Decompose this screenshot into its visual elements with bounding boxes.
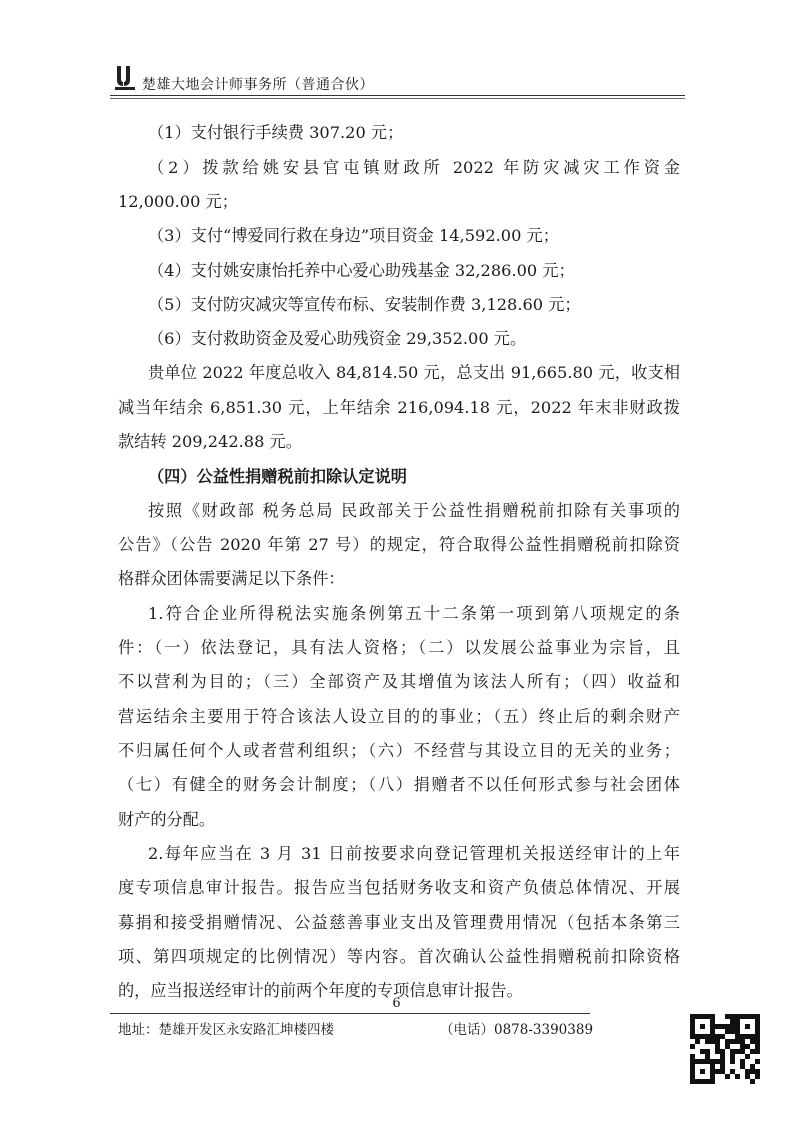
paragraph-line: （1）支付银行手续费 307.20 元； <box>148 123 404 142</box>
paragraph-line: 公告》（公告 2020 年第 27 号）的规定，符合取得公益性捐赠税前扣除资 <box>118 535 680 554</box>
firm-logo <box>112 64 138 92</box>
paragraph-line: 款结转 209,242.88 元。 <box>118 432 302 451</box>
qr-code <box>690 1014 760 1084</box>
paragraph-line: 1.符合企业所得税法实施条例第五十二条第一项到第八项规定的条 <box>148 604 680 623</box>
paragraph-line: 件：（一）依法登记，具有法人资格；（二）以发展公益事业为宗旨，且 <box>118 638 680 657</box>
paragraph-line: 的，应当报送经审计的前两个年度的专项信息审计报告。 <box>118 981 523 1000</box>
paragraph-line: （七）有健全的财务会计制度；（八）捐赠者不以任何形式参与社会团体 <box>118 775 680 794</box>
header-rule <box>110 95 685 96</box>
paragraph-line: 财产的分配。 <box>118 810 216 829</box>
letterhead <box>112 64 712 94</box>
section-heading: （四）公益性捐赠税前扣除认定说明 <box>148 467 407 486</box>
paragraph-line: 募捐和接受捐赠情况、公益慈善事业支出及管理费用情况（包括本条第三 <box>118 913 680 932</box>
paragraph-line: 按照《财政部 税务总局 民政部关于公益性捐赠税前扣除有关事项的 <box>148 501 680 520</box>
footer-phone: （电话）0878-3390389 <box>440 1022 594 1038</box>
paragraph-line: 不以营利为目的；（三）全部资产及其增值为该法人所有；（四）收益和 <box>118 672 680 691</box>
paragraph-line: 12,000.00 元； <box>118 192 238 211</box>
firm-name: 楚雄大地会计师事务所（普通合伙） <box>142 77 374 93</box>
header-rule-secondary <box>110 98 685 99</box>
paragraph-line: 减当年结余 6,851.30 元，上年结余 216,094.18 元，2022 年末非财政拨 <box>118 398 680 417</box>
paragraph-line: 2.每年应当在 3 月 31 日前按要求向登记管理机关报送经审计的上年 <box>148 844 680 863</box>
qr-module <box>755 1079 760 1084</box>
paragraph-line: 贵单位 2022 年度总收入 84,814.50 元，总支出 91,665.80 元，收支相 <box>148 363 680 382</box>
paragraph-line: 度专项信息审计报告。报告应当包括财务收支和资产负债总体情况、开展 <box>118 878 680 897</box>
paragraph-line: （3）支付“博爱同行救在身边”项目资金 14,592.00 元； <box>148 226 559 245</box>
paragraph-line: 不归属任何个人或者营利组织；（六）不经营与其设立目的无关的业务； <box>118 741 680 760</box>
paragraph-line: （2）拨款给姚安县官屯镇财政所 2022 年防灾减灾工作资金 <box>148 158 680 177</box>
paragraph-line: （5）支付防灾减灾等宣传布标、安装制作费 3,128.60 元； <box>148 295 581 314</box>
paragraph-line: （4）支付姚安康怡托养中心爱心助残基金 32,286.00 元； <box>148 261 575 280</box>
paragraph-line: 项、第四项规定的比例情况）等内容。首次确认公益性捐赠税前扣除资格 <box>118 947 680 966</box>
paragraph-line: 格群众团体需要满足以下条件： <box>118 569 345 588</box>
paragraph-line: 营运结余主要用于符合该法人设立目的的事业；（五）终止后的剩余财产 <box>118 707 680 726</box>
footer-address: 地址：楚雄开发区永安路汇坤楼四楼 <box>118 1022 334 1038</box>
footer-rule <box>110 1013 590 1014</box>
paragraph-line: （6）支付救助资金及爱心助残资金 29,352.00 元。 <box>148 329 527 348</box>
page-number: 6 <box>392 996 401 1011</box>
